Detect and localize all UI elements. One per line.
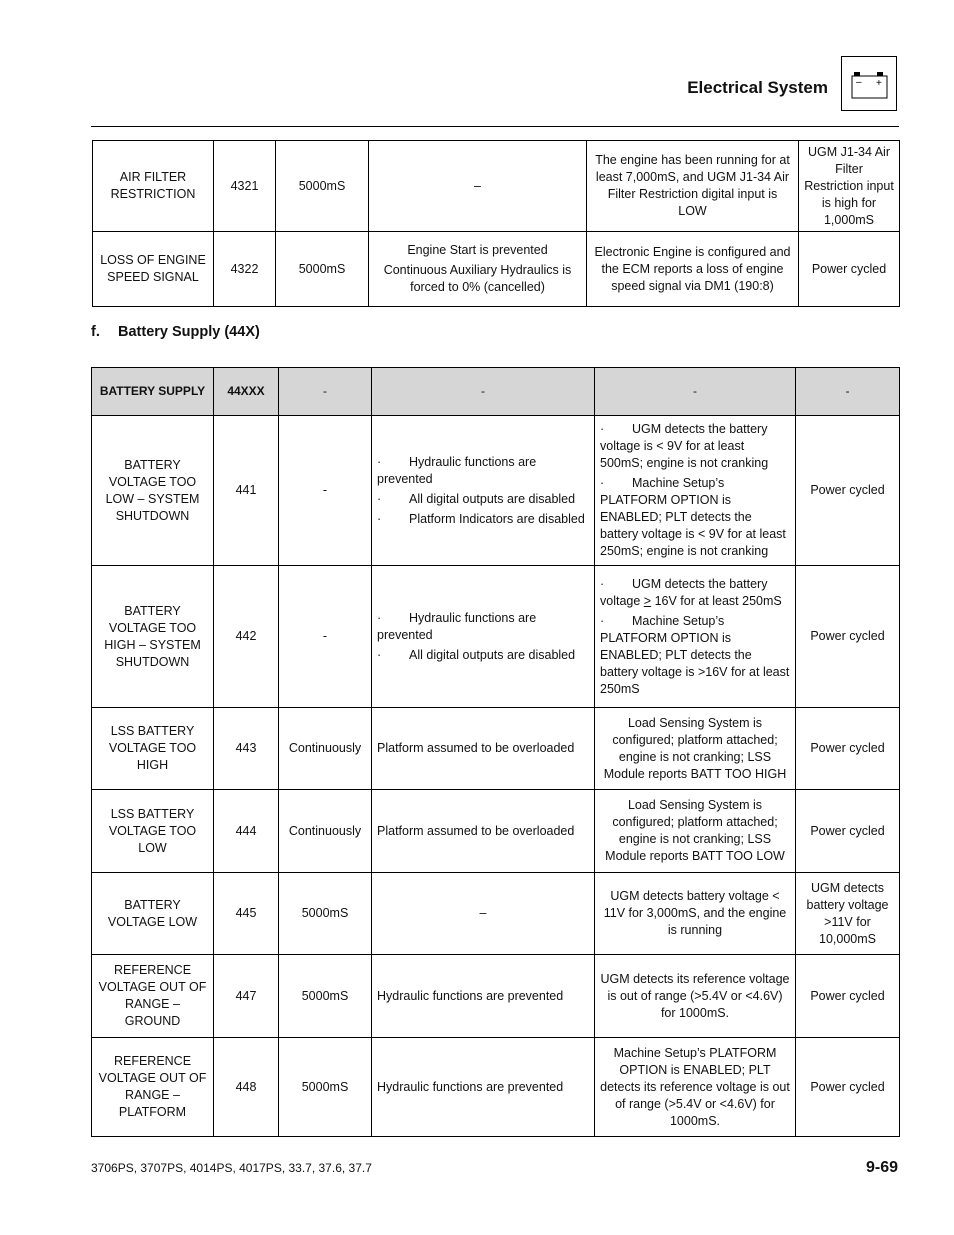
bullet-item: · Platform Indicators are disabled bbox=[377, 511, 585, 526]
fault-name: BATTERY VOLTAGE LOW bbox=[92, 873, 214, 955]
header-cell: - bbox=[279, 368, 372, 416]
battery-icon bbox=[842, 57, 898, 112]
fault-time: 5000mS bbox=[279, 1038, 372, 1137]
fault-condition: Machine Setup’s PLATFORM OPTION is ENABLED; PLT detects its reference voltage is out of range (>5.4V or <4.6V) for 1000mS. bbox=[595, 1038, 796, 1137]
fault-name: LSS BATTERY VOLTAGE TOO LOW bbox=[92, 790, 214, 873]
table-row bbox=[92, 790, 900, 873]
page-number: 9-69 bbox=[865, 1159, 898, 1176]
fault-time: 5000mS bbox=[276, 232, 369, 307]
effect-line: Continuous Auxiliary Hydraulics is forced to 0% (cancelled) bbox=[383, 263, 572, 294]
fault-name: BATTERY VOLTAGE TOO HIGH – SYSTEM SHUTDOWN bbox=[92, 566, 214, 708]
table-row bbox=[92, 955, 900, 1038]
section-heading bbox=[91, 324, 260, 340]
fault-time: 5000mS bbox=[279, 955, 372, 1038]
fault-effect: Hydraulic functions are prevented bbox=[372, 1038, 595, 1137]
bullet-item: · Hydraulic functions are prevented bbox=[377, 454, 537, 486]
bullet-item: · Machine Setup’s PLATFORM OPTION is ENABLED; PLT detects the battery voltage is >16V for at least 250mS bbox=[600, 613, 790, 696]
fault-condition: Load Sensing System is configured; platform attached; engine is not cranking; LSS Module reports BATT TOO LOW bbox=[595, 790, 796, 873]
page-title: Electrical System bbox=[687, 78, 828, 97]
fault-effect bbox=[372, 566, 595, 708]
fault-name: LSS BATTERY VOLTAGE TOO HIGH bbox=[92, 708, 214, 790]
fault-code: 4322 bbox=[214, 232, 276, 307]
fault-effect: Platform assumed to be overloaded bbox=[372, 708, 595, 790]
fault-time: - bbox=[279, 416, 372, 566]
fault-condition: UGM detects its reference voltage is out of range (>5.4V or <4.6V) for 1000mS. bbox=[595, 955, 796, 1038]
table-row bbox=[92, 1038, 900, 1137]
table-row bbox=[92, 873, 900, 955]
fault-name: REFERENCE VOLTAGE OUT OF RANGE – PLATFORM bbox=[92, 1038, 214, 1137]
table-row bbox=[93, 232, 900, 307]
battery-icon-box bbox=[841, 56, 897, 111]
fault-clear: UGM detects battery voltage >11V for 10,000mS bbox=[796, 873, 900, 955]
fault-code: 442 bbox=[214, 566, 279, 708]
fault-time: - bbox=[279, 566, 372, 708]
fault-condition bbox=[595, 566, 796, 708]
footer-models: 3706PS, 3707PS, 4014PS, 4017PS, 33.7, 37.6, 37.7 bbox=[91, 1161, 372, 1175]
header-cell: - bbox=[372, 368, 595, 416]
table-row bbox=[92, 708, 900, 790]
fault-time: 5000mS bbox=[279, 873, 372, 955]
fault-condition: UGM detects battery voltage < 11V for 3,000mS, and the engine is running bbox=[595, 873, 796, 955]
fault-condition bbox=[595, 416, 796, 566]
header-cell: - bbox=[796, 368, 900, 416]
section-letter: f. bbox=[91, 324, 100, 340]
fault-condition: Load Sensing System is configured; platform attached; engine is not cranking; LSS Module reports BATT TOO HIGH bbox=[595, 708, 796, 790]
fault-condition: The engine has been running for at least 7,000mS, and UGM J1-34 Air Filter Restriction digital input is LOW bbox=[587, 141, 799, 232]
fault-clear: Power cycled bbox=[796, 1038, 900, 1137]
fault-code: 447 bbox=[214, 955, 279, 1038]
fault-code: 443 bbox=[214, 708, 279, 790]
fault-effect bbox=[372, 416, 595, 566]
table-row bbox=[93, 141, 900, 232]
fault-time: 5000mS bbox=[276, 141, 369, 232]
fault-name: REFERENCE VOLTAGE OUT OF RANGE – GROUND bbox=[92, 955, 214, 1038]
fault-effect bbox=[369, 232, 587, 307]
fault-code: 448 bbox=[214, 1038, 279, 1137]
fault-clear: Power cycled bbox=[796, 790, 900, 873]
fault-effect: – bbox=[372, 873, 595, 955]
fault-condition: Electronic Engine is configured and the ECM reports a loss of engine speed signal via DM1 (190:8) bbox=[587, 232, 799, 307]
bullet-item: · All digital outputs are disabled bbox=[377, 647, 576, 662]
fault-effect: Hydraulic functions are prevented bbox=[372, 955, 595, 1038]
fault-name: BATTERY VOLTAGE TOO LOW – SYSTEM SHUTDOWN bbox=[92, 416, 214, 566]
header-cell: BATTERY SUPPLY bbox=[92, 368, 214, 416]
section-title: Battery Supply (44X) bbox=[118, 324, 260, 340]
svg-text:+: + bbox=[876, 78, 882, 89]
bullet-item: · UGM detects the battery voltage is < 9V for at least 500mS; engine is not cranking bbox=[600, 422, 769, 470]
bullet-item: · Machine Setup’s PLATFORM OPTION is ENABLED; PLT detects the battery voltage is < 9V for at least 250mS; engine is not cranking bbox=[600, 476, 786, 558]
table-header-row bbox=[92, 368, 900, 416]
fault-clear: Power cycled bbox=[799, 232, 900, 307]
fault-clear: Power cycled bbox=[796, 708, 900, 790]
fault-code: 441 bbox=[214, 416, 279, 566]
table-row bbox=[92, 416, 900, 566]
bullet-item: · UGM detects the battery voltage > 16V for at least 250mS bbox=[600, 576, 782, 608]
svg-text:–: – bbox=[856, 77, 862, 88]
fault-name: LOSS OF ENGINE SPEED SIGNAL bbox=[93, 232, 214, 307]
fault-effect: – bbox=[369, 141, 587, 232]
battery-supply-table bbox=[91, 367, 900, 1137]
fault-table-continued bbox=[92, 140, 900, 307]
bullet-item: · All digital outputs are disabled bbox=[377, 491, 576, 506]
fault-time: Continuously bbox=[279, 790, 372, 873]
fault-code: 4321 bbox=[214, 141, 276, 232]
bullet-item: · Hydraulic functions are prevented bbox=[377, 610, 537, 642]
header-cell: 44XXX bbox=[214, 368, 279, 416]
effect-line: Engine Start is prevented bbox=[407, 243, 548, 257]
fault-clear: Power cycled bbox=[796, 566, 900, 708]
table-row bbox=[92, 566, 900, 708]
fault-name: AIR FILTER RESTRICTION bbox=[93, 141, 214, 232]
fault-time: Continuously bbox=[279, 708, 372, 790]
fault-code: 444 bbox=[214, 790, 279, 873]
fault-effect: Platform assumed to be overloaded bbox=[372, 790, 595, 873]
fault-clear: Power cycled bbox=[796, 955, 900, 1038]
fault-clear: Power cycled bbox=[796, 416, 900, 566]
header-rule bbox=[91, 126, 899, 127]
header-cell: - bbox=[595, 368, 796, 416]
fault-code: 445 bbox=[214, 873, 279, 955]
fault-clear: UGM J1-34 Air Filter Restriction input is high for 1,000mS bbox=[799, 141, 900, 232]
